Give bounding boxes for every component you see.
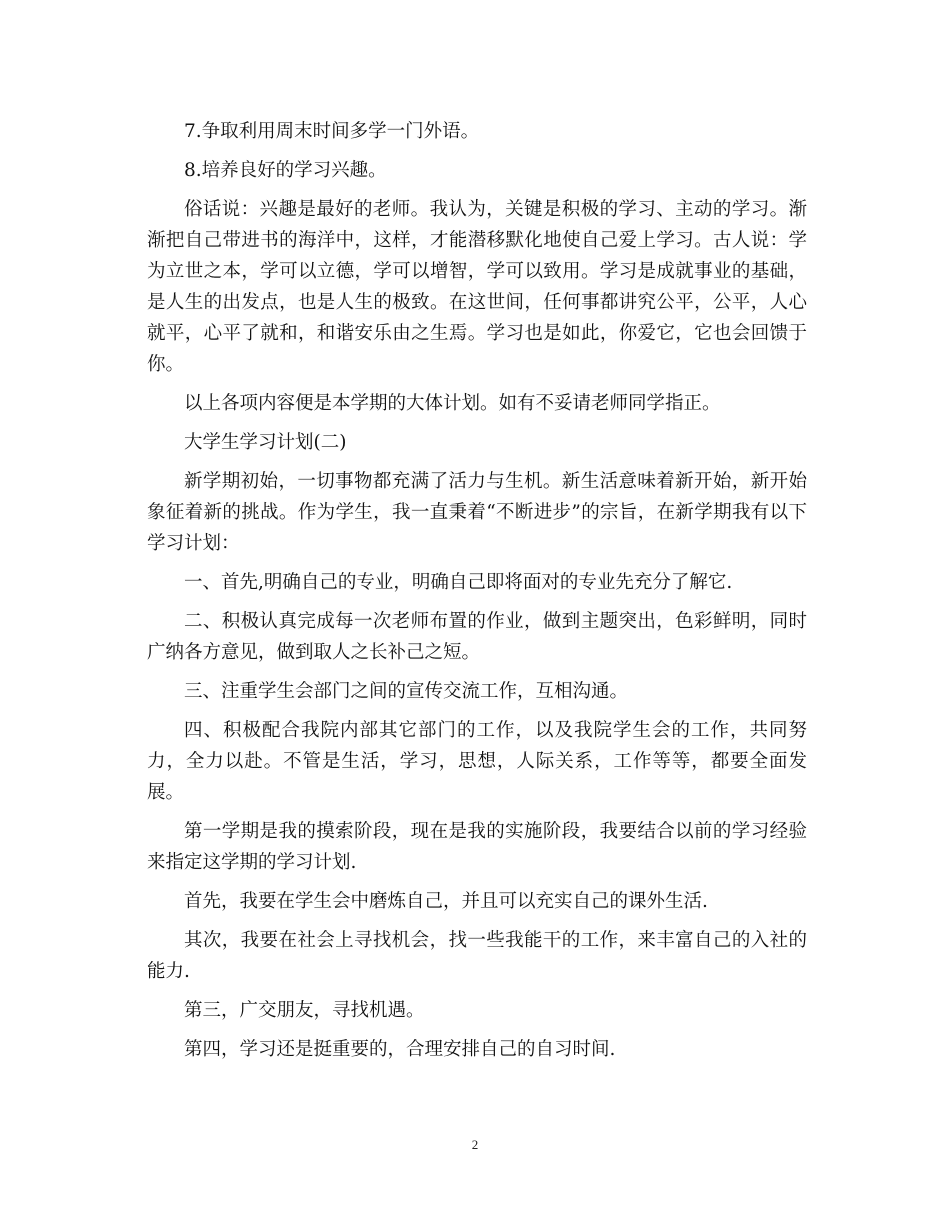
step-second: 其次，我要在社会上寻找机会，找一些我能干的工作，来丰富自己的入社的能力. <box>147 930 807 982</box>
plan-item-3: 三、注重学生会部门之间的宣传交流工作，互相沟通。 <box>184 681 629 702</box>
section-heading: 大学生学习计划(二) <box>184 432 347 453</box>
paragraph-item-7: 7.争取利用周末时间多学一门外语。 <box>184 121 480 142</box>
document-body <box>147 116 807 1073</box>
paragraph-item-8: 8.培养良好的学习兴趣。 <box>184 160 387 181</box>
paragraph-interest: 俗话说：兴趣是最好的老师。我认为，关键是积极的学习、主动的学习。渐渐把自己带进书的海洋中，这样，才能潜移默化地使自己爱上学习。古人说：学为立世之本，学可以立德，学可以增智，学可以致用。学习是成就事业的基础，是人生的出发点，也是人生的极致。在这世间，任何事都讲究公平，公平，人心就平，心平了就和，和谐安乐由之生焉。学习也是如此，你爱它，它也会回馈于你。 <box>147 199 807 375</box>
page-number: 2 <box>471 1137 479 1152</box>
plan-item-4: 四、积极配合我院内部其它部门的工作，以及我院学生会的工作，共同努力，全力以赴。不管是生活，学习，思想，人际关系，工作等等，都要全面发展。 <box>147 720 807 803</box>
plan-item-1: 一、首先,明确自己的专业，明确自己即将面对的专业先充分了解它. <box>184 572 733 593</box>
plan-item-2: 二、积极认真完成每一次老师布置的作业，做到主题突出，色彩鲜明，同时广纳各方意见，做到取人之长补己之短。 <box>147 611 807 663</box>
paragraph-intro: 新学期初始，一切事物都充满了活力与生机。新生活意味着新开始，新开始象征着新的挑战。作为学生，我一直秉着“不断进步”的宗旨，在新学期我有以下学习计划： <box>147 471 807 554</box>
step-third: 第三，广交朋友，寻找机遇。 <box>184 1000 425 1021</box>
step-fourth: 第四，学习还是挺重要的，合理安排自己的自习时间. <box>184 1039 616 1060</box>
step-first: 首先，我要在学生会中磨炼自己，并且可以充实自己的课外生活. <box>184 891 708 912</box>
paragraph-summary: 以上各项内容便是本学期的大体计划。如有不妥请老师同学指正。 <box>184 393 721 414</box>
paragraph-semester: 第一学期是我的摸索阶段，现在是我的实施阶段，我要结合以前的学习经验来指定这学期的学习计划. <box>147 821 807 873</box>
